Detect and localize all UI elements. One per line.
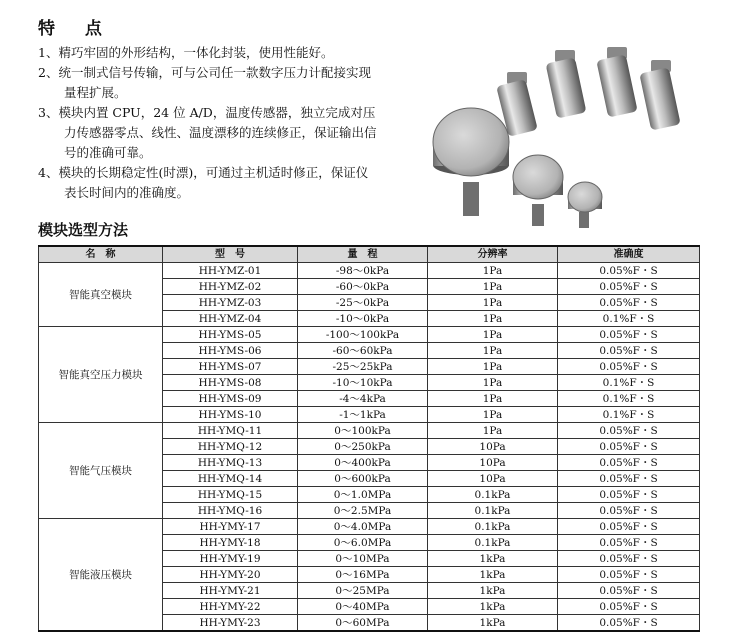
resolution-cell: 1kPa — [428, 583, 558, 599]
feature-line: 力传感器零点、线性、温度漂移的连续修正，保证输出信 — [64, 125, 377, 140]
group-name-cell: 智能真空压力模块 — [39, 327, 163, 423]
resolution-cell: 1Pa — [428, 423, 558, 439]
resolution-cell: 1Pa — [428, 263, 558, 279]
model-cell: HH-YMQ-12 — [163, 439, 298, 455]
model-cell: HH-YMZ-01 — [163, 263, 298, 279]
model-cell: HH-YMY-21 — [163, 583, 298, 599]
range-cell: 0～40MPa — [298, 599, 428, 615]
accuracy-cell: 0.05%F・S — [558, 263, 700, 279]
model-cell: HH-YMY-19 — [163, 551, 298, 567]
accuracy-cell: 0.05%F・S — [558, 343, 700, 359]
range-cell: 0～1.0MPa — [298, 487, 428, 503]
sensor-probe — [639, 60, 680, 130]
column-header-range: 量 程 — [298, 246, 428, 263]
model-selection-table — [38, 245, 700, 632]
feature-item — [38, 43, 418, 63]
model-cell: HH-YMS-09 — [163, 391, 298, 407]
range-cell: -60～0kPa — [298, 279, 428, 295]
model-cell: HH-YMQ-14 — [163, 471, 298, 487]
range-cell: 0～10MPa — [298, 551, 428, 567]
feature-line: 量程扩展。 — [64, 85, 127, 100]
accuracy-cell: 0.1%F・S — [558, 407, 700, 423]
column-header-model: 型 号 — [163, 246, 298, 263]
range-cell: 0～400kPa — [298, 455, 428, 471]
resolution-cell: 10Pa — [428, 439, 558, 455]
sensor-probe — [546, 50, 587, 119]
resolution-cell: 1kPa — [428, 599, 558, 615]
resolution-cell: 0.1kPa — [428, 487, 558, 503]
model-cell: HH-YMQ-16 — [163, 503, 298, 519]
feature-line: 2、统一制式信号传输，可与公司任一款数字压力计配接实现 — [38, 65, 371, 80]
accuracy-cell: 0.05%F・S — [558, 599, 700, 615]
range-cell: -10～0kPa — [298, 311, 428, 327]
accuracy-cell: 0.05%F・S — [558, 567, 700, 583]
range-cell: 0～25MPa — [298, 583, 428, 599]
accuracy-cell: 0.05%F・S — [558, 503, 700, 519]
features-heading: 特 点 — [38, 19, 114, 39]
accuracy-cell: 0.1%F・S — [558, 375, 700, 391]
column-header-accuracy: 准确度 — [558, 246, 700, 263]
accuracy-cell: 0.05%F・S — [558, 583, 700, 599]
model-cell: HH-YMY-18 — [163, 535, 298, 551]
feature-line: 表长时间内的准确度。 — [64, 185, 190, 200]
sensor-module-medium — [513, 155, 563, 226]
range-cell: 0～100kPa — [298, 423, 428, 439]
model-cell: HH-YMY-17 — [163, 519, 298, 535]
resolution-cell: 1kPa — [428, 615, 558, 632]
range-cell: -25～25kPa — [298, 359, 428, 375]
feature-list — [38, 43, 418, 203]
column-header-resolution: 分辨率 — [428, 246, 558, 263]
model-cell: HH-YMY-23 — [163, 615, 298, 632]
group-name-cell: 智能气压模块 — [39, 423, 163, 519]
model-cell: HH-YMY-22 — [163, 599, 298, 615]
feature-line: 1、精巧牢固的外形结构，一体化封装，使用性能好。 — [38, 45, 334, 60]
range-cell: -25～0kPa — [298, 295, 428, 311]
accuracy-cell: 0.1%F・S — [558, 311, 700, 327]
accuracy-cell: 0.05%F・S — [558, 615, 700, 632]
model-cell: HH-YMS-10 — [163, 407, 298, 423]
resolution-cell: 1kPa — [428, 551, 558, 567]
range-cell: 0～6.0MPa — [298, 535, 428, 551]
resolution-cell: 10Pa — [428, 471, 558, 487]
resolution-cell: 1Pa — [428, 343, 558, 359]
range-cell: 0～2.5MPa — [298, 503, 428, 519]
resolution-cell: 0.1kPa — [428, 503, 558, 519]
table-row — [39, 519, 700, 535]
model-cell: HH-YMS-05 — [163, 327, 298, 343]
model-cell: HH-YMQ-11 — [163, 423, 298, 439]
feature-line: 号的准确可靠。 — [64, 145, 152, 160]
accuracy-cell: 0.05%F・S — [558, 551, 700, 567]
resolution-cell: 1Pa — [428, 391, 558, 407]
selection-title: 模块选型方法 — [38, 221, 129, 239]
accuracy-cell: 0.05%F・S — [558, 535, 700, 551]
range-cell: -1～1kPa — [298, 407, 428, 423]
range-cell: -4～4kPa — [298, 391, 428, 407]
resolution-cell: 1Pa — [428, 295, 558, 311]
feature-item — [38, 63, 418, 103]
feature-line: 3、模块内置 CPU，24 位 A/D，温度传感器，独立完成对压 — [38, 105, 376, 120]
feature-item — [38, 163, 418, 203]
range-cell: -60～60kPa — [298, 343, 428, 359]
accuracy-cell: 0.05%F・S — [558, 519, 700, 535]
model-cell: HH-YMS-06 — [163, 343, 298, 359]
table-header-row — [39, 246, 700, 263]
model-cell: HH-YMS-08 — [163, 375, 298, 391]
group-name-cell: 智能液压模块 — [39, 519, 163, 632]
table-row — [39, 263, 700, 279]
resolution-cell: 10Pa — [428, 455, 558, 471]
range-cell: -10～10kPa — [298, 375, 428, 391]
accuracy-cell: 0.05%F・S — [558, 359, 700, 375]
range-cell: 0～60MPa — [298, 615, 428, 632]
resolution-cell: 1Pa — [428, 279, 558, 295]
accuracy-cell: 0.05%F・S — [558, 455, 700, 471]
accuracy-cell: 0.05%F・S — [558, 279, 700, 295]
accuracy-cell: 0.05%F・S — [558, 487, 700, 503]
accuracy-cell: 0.05%F・S — [558, 295, 700, 311]
model-cell: HH-YMY-20 — [163, 567, 298, 583]
resolution-cell: 0.1kPa — [428, 535, 558, 551]
model-cell: HH-YMQ-13 — [163, 455, 298, 471]
resolution-cell: 1Pa — [428, 327, 558, 343]
group-name-cell: 智能真空模块 — [39, 263, 163, 327]
range-cell: 0～250kPa — [298, 439, 428, 455]
sensor-probe — [596, 47, 637, 117]
range-cell: 0～4.0MPa — [298, 519, 428, 535]
resolution-cell: 1Pa — [428, 407, 558, 423]
model-cell: HH-YMZ-02 — [163, 279, 298, 295]
accuracy-cell: 0.1%F・S — [558, 391, 700, 407]
range-cell: -98～0kPa — [298, 263, 428, 279]
table-row — [39, 327, 700, 343]
range-cell: 0～600kPa — [298, 471, 428, 487]
model-cell: HH-YMS-07 — [163, 359, 298, 375]
accuracy-cell: 0.05%F・S — [558, 471, 700, 487]
accuracy-cell: 0.05%F・S — [558, 327, 700, 343]
sensor-module-large — [433, 108, 509, 216]
model-cell: HH-YMZ-03 — [163, 295, 298, 311]
column-header-name: 名 称 — [39, 246, 163, 263]
resolution-cell: 1Pa — [428, 375, 558, 391]
feature-item — [38, 103, 418, 163]
sensor-module-small — [568, 182, 602, 228]
model-cell: HH-YMZ-04 — [163, 311, 298, 327]
accuracy-cell: 0.05%F・S — [558, 423, 700, 439]
resolution-cell: 1kPa — [428, 567, 558, 583]
range-cell: 0～16MPa — [298, 567, 428, 583]
accuracy-cell: 0.05%F・S — [558, 439, 700, 455]
range-cell: -100～100kPa — [298, 327, 428, 343]
model-cell: HH-YMQ-15 — [163, 487, 298, 503]
table-row — [39, 423, 700, 439]
product-photo — [415, 42, 695, 232]
feature-line: 4、模块的长期稳定性(时漂)，可通过主机适时修正，保证仪 — [38, 165, 369, 180]
resolution-cell: 1Pa — [428, 359, 558, 375]
resolution-cell: 0.1kPa — [428, 519, 558, 535]
resolution-cell: 1Pa — [428, 311, 558, 327]
